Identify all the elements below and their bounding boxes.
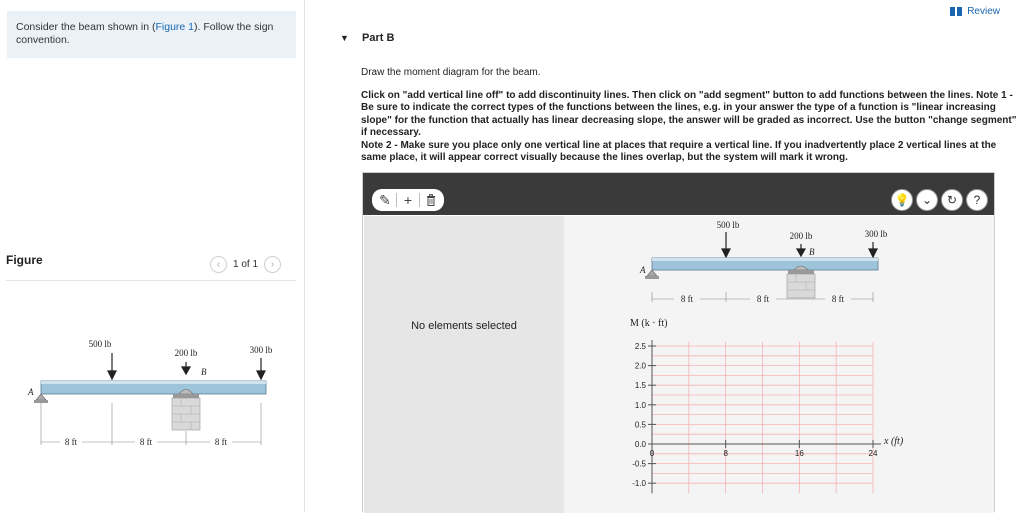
properties-panel — [364, 216, 564, 513]
tool-toolbar — [363, 173, 994, 215]
review-icon — [950, 7, 962, 16]
chevron-down-icon[interactable]: ⌄ — [916, 189, 938, 211]
divider — [6, 280, 296, 281]
instruction-line-3: Note 2 - Make sure you place only one vertical line at places that require a vertical line. If you inadvertently place 2 vertical lines at the same place, it will appear correct visually because the lines overlap, but the system will mark it wrong. — [361, 139, 997, 163]
figure-pager — [210, 256, 281, 273]
next-figure-button[interactable]: › — [264, 256, 281, 273]
y-tick-label: 1.5 — [634, 381, 646, 391]
instruction-line-1: Draw the moment diagram for the beam. — [361, 67, 541, 78]
figure-heading: Figure — [6, 253, 43, 267]
diagram-canvas[interactable] — [564, 216, 994, 513]
x-tick-label: 8 — [723, 449, 728, 458]
add-icon[interactable]: + — [403, 192, 413, 208]
canvas-load-label-1: 500 lb — [716, 220, 740, 230]
left-pane — [0, 0, 305, 512]
load-label-1: 500 lb — [88, 339, 112, 349]
canvas-load-label-2: 200 lb — [789, 231, 813, 241]
vertical-line-icon[interactable]: ✎ — [379, 191, 391, 208]
x-tick-label: 0 — [649, 449, 655, 458]
collapse-caret-icon[interactable]: ▼ — [340, 33, 349, 43]
load-label-2: 200 lb — [174, 348, 198, 358]
y-tick-label: 0.5 — [634, 420, 646, 430]
reset-icon[interactable]: ↻ — [941, 189, 963, 211]
intro-text-before: Consider the beam shown in ( — [16, 21, 156, 33]
span-label-3: 8 ft — [214, 437, 228, 447]
moment-diagram-svg[interactable] — [568, 218, 988, 513]
prev-figure-button[interactable]: ‹ — [210, 256, 227, 273]
y-tick-label: -1.0 — [632, 479, 646, 489]
pager-count: 1 of 1 — [233, 259, 259, 270]
review-label: Review — [967, 6, 1000, 17]
canvas-span-label-1: 8 ft — [680, 294, 694, 304]
y-tick-label: 1.0 — [634, 400, 646, 410]
plot-grid — [648, 340, 881, 493]
empty-selection-message: No elements selected — [411, 320, 517, 332]
x-axis-label: x (ft) — [884, 436, 904, 447]
edit-tools — [372, 189, 444, 211]
x-tick-label: 24 — [868, 449, 878, 458]
review-link[interactable] — [950, 6, 1000, 17]
pin-support-a — [36, 394, 46, 400]
part-title: Part B — [362, 32, 395, 44]
canvas-support-b-label: B — [809, 247, 815, 257]
trash-icon[interactable] — [420, 190, 442, 210]
intro-text-after: ). Follow the sign convention. — [16, 21, 274, 46]
canvas-span-label-3: 8 ft — [831, 294, 845, 304]
y-tick-labels — [632, 342, 646, 488]
help-tools — [891, 189, 988, 211]
y-tick-label: 0.0 — [634, 440, 646, 449]
canvas-span-label-2: 8 ft — [756, 294, 770, 304]
drawing-tool — [362, 172, 995, 512]
span-label-2: 8 ft — [139, 437, 153, 447]
canvas-load-label-3: 300 lb — [864, 229, 888, 239]
roller-support-b — [172, 390, 200, 431]
hint-icon[interactable]: 💡 — [891, 189, 913, 211]
beam-figure — [25, 333, 275, 453]
instructions — [361, 67, 1017, 165]
problem-intro — [7, 11, 296, 58]
support-b-label: B — [201, 367, 207, 377]
right-pane — [306, 0, 1024, 512]
y-tick-label: 2.5 — [634, 342, 646, 351]
help-icon[interactable]: ? — [966, 189, 988, 211]
y-tick-label: 2.0 — [634, 361, 646, 371]
y-axis-label: M (k · ft) — [630, 318, 668, 329]
support-a-label: A — [28, 387, 34, 397]
canvas-support-a-label: A — [640, 265, 646, 275]
instruction-line-2: Click on "add vertical line off" to add discontinuity lines. Then click on "add segment" button to add functions between the lines. Note 1 - Be sure to indicate the correct types of the functions between the lines, e.g. in your answer the type of a function is "linear increasing slope" for the function that actually has linear decreasing slope, the answer will be graded as incorrect. Use the button "change segment" if necessary. — [361, 89, 1017, 138]
load-label-3: 300 lb — [249, 345, 273, 355]
span-label-1: 8 ft — [64, 437, 78, 447]
figure-link[interactable]: Figure 1 — [155, 21, 195, 33]
x-tick-label: 16 — [794, 449, 804, 458]
y-tick-label: -0.5 — [632, 459, 646, 469]
